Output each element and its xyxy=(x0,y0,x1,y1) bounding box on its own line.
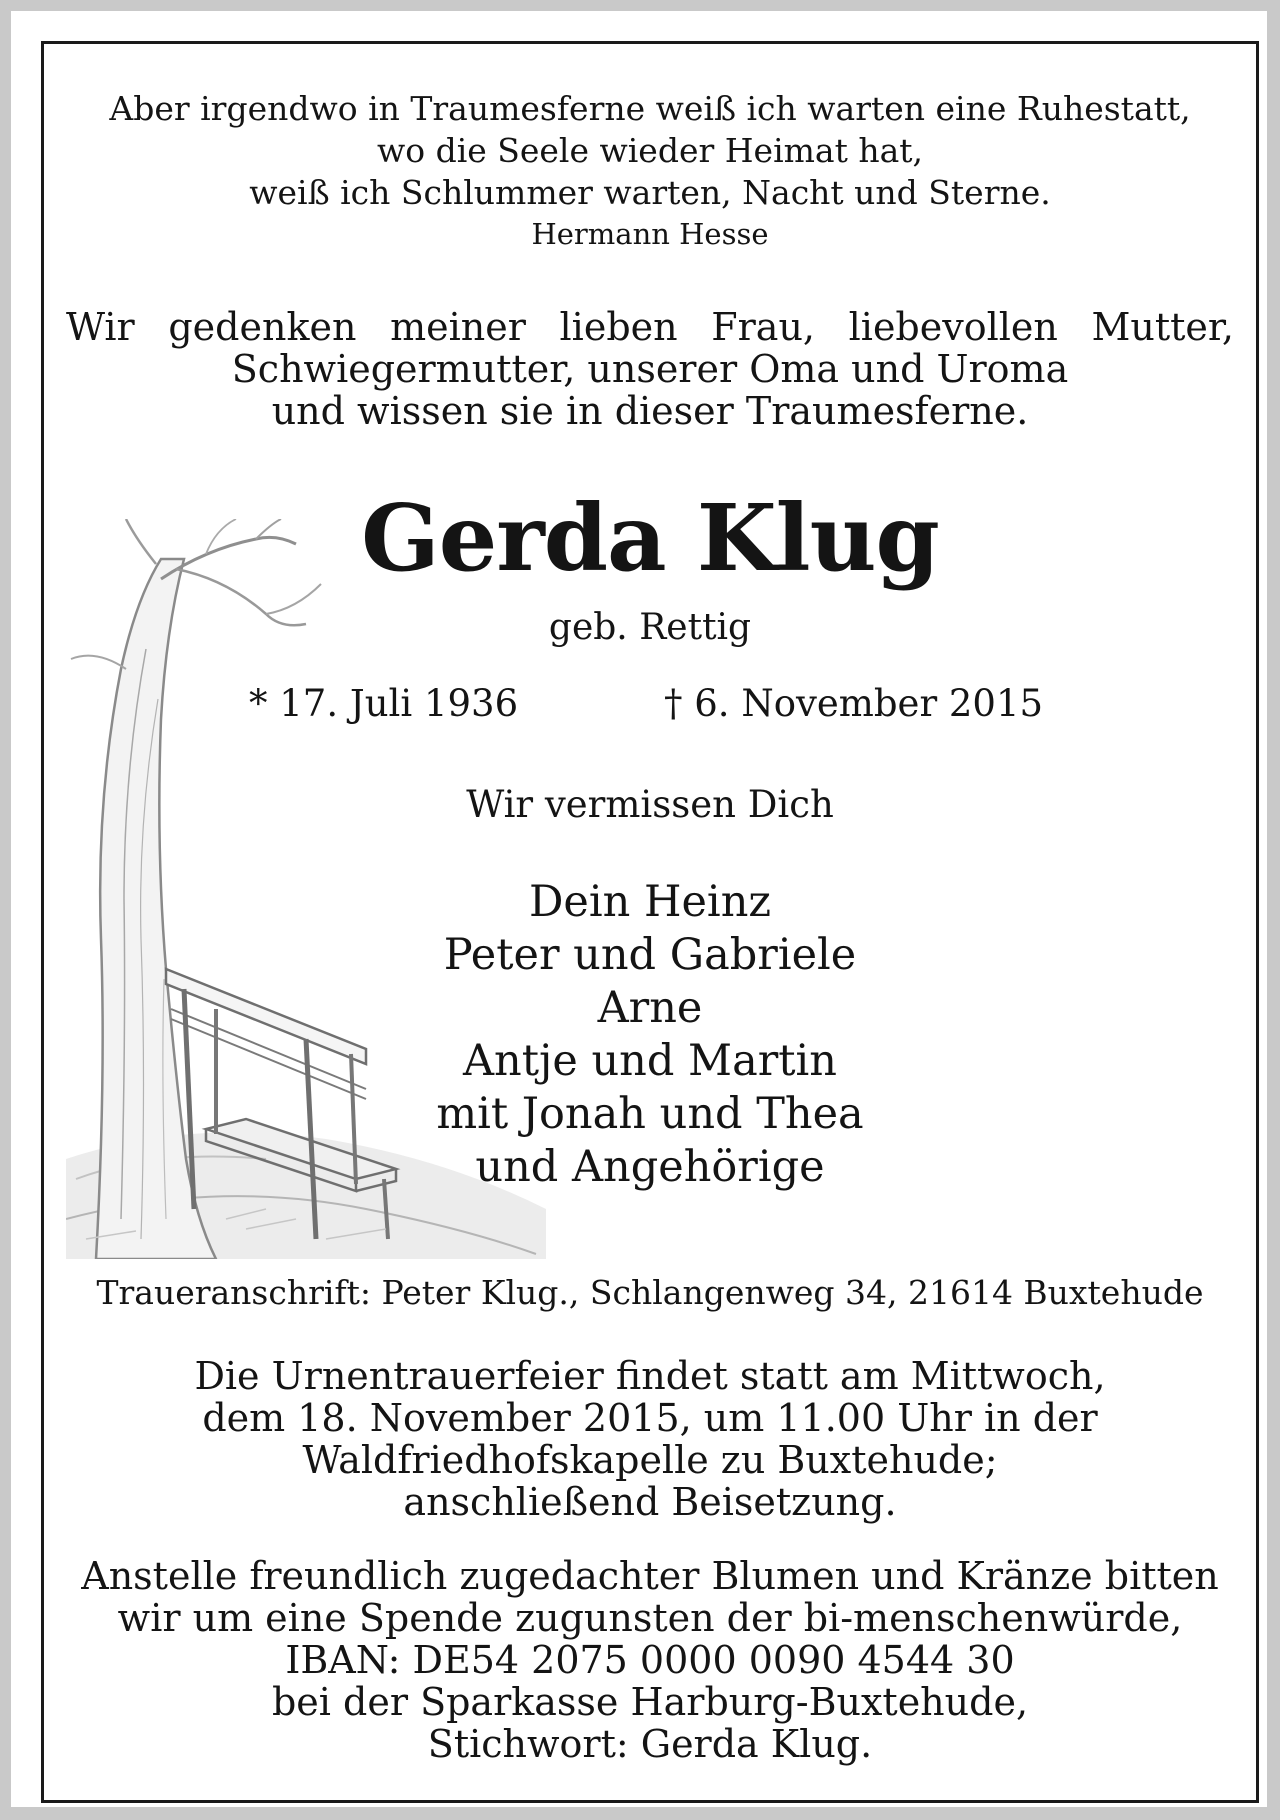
donation-line-1: Anstelle freundlich zugedachter Blumen und Kränze bitten xyxy=(81,1554,1219,1598)
family-line-4: Antje und Martin xyxy=(462,1036,837,1086)
service-line-3: Waldfriedhofskapelle zu Buxtehude; xyxy=(302,1438,998,1482)
service-line-1: Die Urnentrauerfeier findet statt am Mittwoch, xyxy=(194,1354,1106,1398)
dedication-line-3: und wissen sie in dieser Traumesferne. xyxy=(271,389,1029,433)
mourning-address: Traueranschrift: Peter Klug., Schlangenweg 34, 21614 Buxtehude xyxy=(96,1273,1204,1312)
miss-message: Wir vermissen Dich xyxy=(466,783,834,826)
obituary-card xyxy=(11,11,1267,1807)
family-line-6: und Angehörige xyxy=(475,1142,825,1192)
family-line-2: Peter und Gabriele xyxy=(443,930,857,980)
death-date: † 6. November 2015 xyxy=(664,682,1044,725)
donation-line-2: wir um eine Spende zugunsten der bi-menschenwürde, xyxy=(117,1596,1183,1640)
family-line-3: Arne xyxy=(597,983,703,1033)
poem-line-3: weiß ich Schlummer warten, Nacht und Sterne. xyxy=(249,173,1051,212)
poem-line-2: wo die Seele wieder Heimat hat, xyxy=(376,131,924,170)
donation-iban: IBAN: DE54 2075 0000 0090 4544 30 xyxy=(285,1638,1015,1682)
dedication-line-1: Wir gedenken meiner lieben Frau, liebevollen Mutter, xyxy=(66,305,1234,349)
birth-date: * 17. Juli 1936 xyxy=(249,682,519,725)
obituary-frame xyxy=(41,41,1259,1803)
donation-keyword: Stichwort: Gerda Klug. xyxy=(427,1722,873,1766)
service-line-4: anschließend Beisetzung. xyxy=(403,1480,897,1524)
donation-line-4: bei der Sparkasse Harburg-Buxtehude, xyxy=(271,1680,1029,1724)
poem-line-1: Aber irgendwo in Traumesferne weiß ich warten eine Ruhestatt, xyxy=(109,89,1191,128)
family-line-5: mit Jonah und Thea xyxy=(436,1089,864,1139)
maiden-name: geb. Rettig xyxy=(548,607,752,648)
service-line-2: dem 18. November 2015, um 11.00 Uhr in der xyxy=(202,1396,1098,1440)
dedication-line-2: Schwiegermutter, unserer Oma und Uroma xyxy=(231,347,1069,391)
family-line-1: Dein Heinz xyxy=(528,877,772,927)
poem-author: Hermann Hesse xyxy=(531,217,769,251)
deceased-name: Gerda Klug xyxy=(361,484,939,592)
